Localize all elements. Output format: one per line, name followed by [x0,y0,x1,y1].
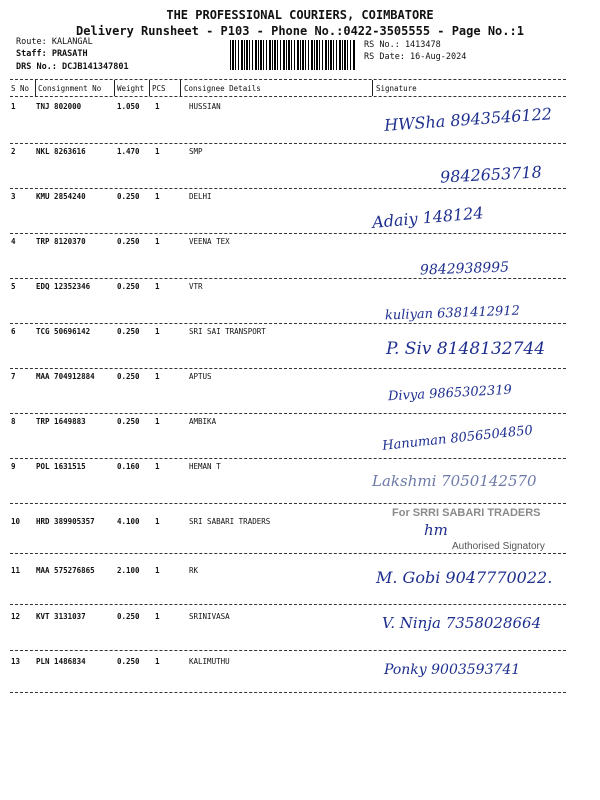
staff-label: Staff: PRASATH [16,49,88,59]
table-row [0,415,600,460]
row-weight: 0.250 [117,282,140,291]
row-consignment: TRP 1649883 [36,417,86,426]
row-sno: 6 [11,327,16,336]
table-row [0,606,600,651]
row-pcs: 1 [155,327,160,336]
row-sno: 4 [11,237,16,246]
table-row [0,370,600,415]
row-sno: 13 [11,657,21,666]
row-weight: 0.250 [117,327,140,336]
row-consignment: KVT 3131037 [36,612,86,621]
row-divider [10,692,566,693]
table-row [0,190,600,235]
row-divider [10,323,566,324]
table-row [0,325,600,370]
table-row [0,652,600,697]
row-consignment: MAA 575276865 [36,566,95,575]
row-signature: M. Gobi 9047770022. [376,568,553,587]
row-consignment: POL 1631515 [36,462,86,471]
table-row [0,145,600,190]
col-sno: S No [11,84,30,93]
stamp-signatory: Authorised Signatory [452,541,545,552]
row-divider [10,553,566,554]
col-weight: Weight [117,84,145,93]
table-row [0,460,600,505]
row-consignment: TCG 50696142 [36,327,91,336]
company-stamp: For SRRI SABARI TRADERS [392,507,541,519]
row-weight: 0.160 [117,462,140,471]
table-row [0,100,600,145]
row-sno: 8 [11,417,16,426]
drs-number: DRS No.: DCJB141347801 [16,62,129,72]
row-sno: 3 [11,192,16,201]
row-weight: 0.250 [117,372,140,381]
row-pcs: 1 [155,102,160,111]
row-signature: Hanuman 8056504850 [381,423,534,454]
row-signature: 9842938995 [419,259,510,279]
row-consignee: KALIMUTHU [189,657,230,666]
row-consignee: AMBIKA [189,417,217,426]
col-divider [372,80,373,96]
row-signature: V. Ninja 7358028664 [382,614,542,632]
row-sno: 7 [11,372,16,381]
row-divider [10,458,566,459]
col-divider [149,80,150,96]
row-consignee: SRI SAI TRANSPORT [189,327,266,336]
row-consignee: SMP [189,147,203,156]
row-consignment: PLN 1486834 [36,657,86,666]
row-weight: 0.250 [117,192,140,201]
row-consignee: HEMAN T [189,462,221,471]
row-signature: 9842653718 [439,162,543,187]
row-pcs: 1 [155,417,160,426]
row-sno: 2 [11,147,16,156]
table-row [0,235,600,280]
row-consignment: HRD 389905357 [36,517,95,526]
runsheet-subtitle: Delivery Runsheet - P103 - Phone No.:0422-3505555 - Page No.:1 [76,24,524,38]
row-pcs: 1 [155,462,160,471]
row-consignment: EDQ 12352346 [36,282,91,291]
row-divider [10,503,566,504]
table-row [0,505,600,555]
row-sno: 9 [11,462,16,471]
row-weight: 0.250 [117,612,140,621]
row-signature: kuliyan 6381412912 [384,303,521,324]
row-divider [10,233,566,234]
row-pcs: 1 [155,237,160,246]
rs-number: RS No.: 1413478 [364,40,441,50]
row-pcs: 1 [155,612,160,621]
row-sno: 5 [11,282,16,291]
row-sno: 10 [11,517,21,526]
row-consignment: MAA 704912884 [36,372,95,381]
row-consignment: TRP 8120370 [36,237,86,246]
row-signature: Lakshmi 7050142570 [372,472,537,490]
row-pcs: 1 [155,566,160,575]
row-consignee: SRI SABARI TRADERS [189,517,271,526]
row-consignment: TNJ 802000 [36,102,82,111]
header-bottom-rule [10,96,566,97]
row-weight: 0.250 [117,237,140,246]
row-pcs: 1 [155,147,160,156]
row-consignment: KMU 2854240 [36,192,86,201]
row-pcs: 1 [155,372,160,381]
col-divider [180,80,181,96]
row-consignee: VEENA TEX [189,237,230,246]
row-signature: P. Siv 8148132744 [386,339,546,359]
row-pcs: 1 [155,657,160,666]
row-weight: 1.050 [117,102,140,111]
col-pcs: PCS [152,84,166,93]
row-consignee: DELHI [189,192,212,201]
row-divider [10,188,566,189]
col-divider [35,80,36,96]
row-signature: Ponky 9003593741 [384,662,521,678]
col-consignee: Consignee Details [184,84,261,93]
row-consignee: APTUS [189,372,212,381]
barcode [230,40,356,70]
row-signature: Divya 9865302319 [387,382,513,405]
row-sno: 11 [11,566,21,575]
row-consignee: SRINIVASA [189,612,230,621]
row-divider [10,604,566,605]
table-row [0,280,600,325]
row-weight: 2.100 [117,566,140,575]
row-consignment: NKL 8263616 [36,147,86,156]
row-consignee: VTR [189,282,203,291]
row-sno: 12 [11,612,21,621]
row-consignee: RK [189,566,199,575]
row-pcs: 1 [155,192,160,201]
table-row [0,558,600,603]
row-signature: Adaiy 148124 [371,203,485,232]
row-weight: 0.250 [117,657,140,666]
row-pcs: 1 [155,517,160,526]
company-title: THE PROFESSIONAL COURIERS, COIMBATORE [166,8,434,22]
row-weight: 1.470 [117,147,140,156]
row-divider [10,413,566,414]
row-consignee: HUSSIAN [189,102,221,111]
row-signature: HWSha 8943546122 [383,104,553,135]
col-divider [114,80,115,96]
row-divider [10,278,566,279]
row-signature: hm [424,521,448,539]
row-pcs: 1 [155,282,160,291]
rs-date: RS Date: 16-Aug-2024 [364,52,467,62]
row-weight: 0.250 [117,417,140,426]
col-consignment: Consignment No [38,84,102,93]
row-weight: 4.100 [117,517,140,526]
route-label: Route: KALANGAL [16,37,93,47]
header-top-rule [10,79,566,80]
col-signature: Signature [376,84,417,93]
row-divider [10,143,566,144]
row-sno: 1 [11,102,16,111]
row-divider [10,368,566,369]
row-divider [10,650,566,651]
